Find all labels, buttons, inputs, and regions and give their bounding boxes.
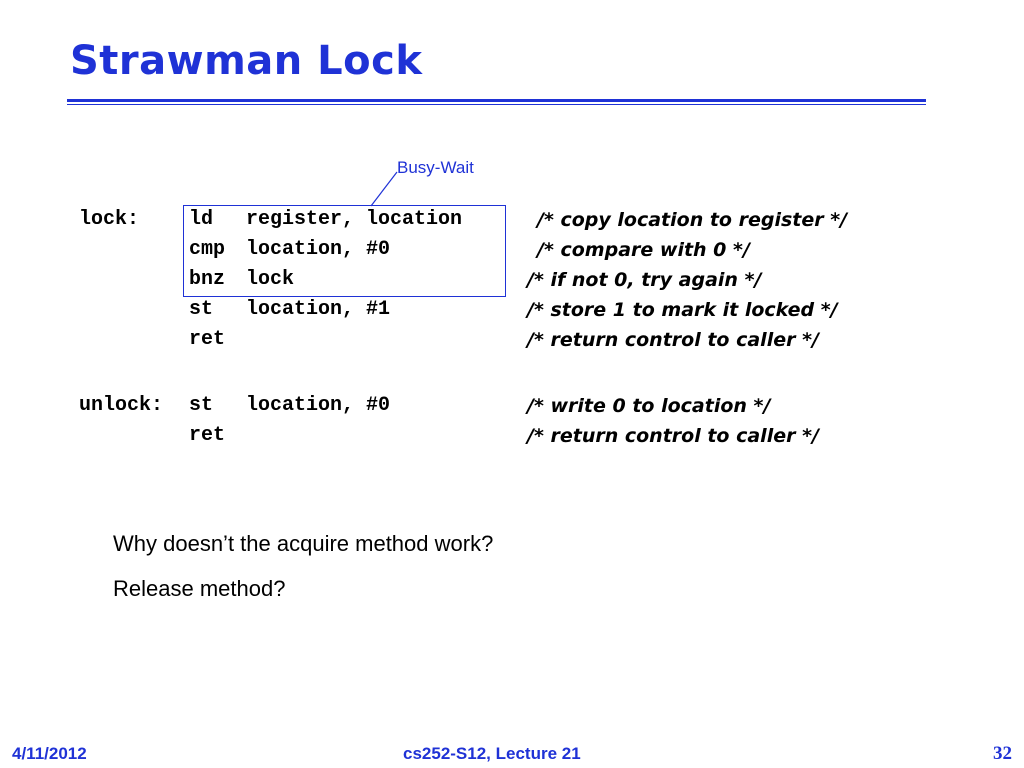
code-label: lock:	[79, 208, 140, 231]
question-release: Release method?	[113, 576, 286, 601]
code-opcode: bnz	[189, 268, 226, 291]
code-opcode: ld	[189, 208, 214, 231]
code-comment: /* return control to caller */	[527, 425, 819, 447]
code-operands: lock	[246, 268, 295, 291]
code-comment: /* if not 0, try again */	[527, 269, 762, 291]
footer-page-number: 32	[993, 743, 1012, 764]
code-comment: /* store 1 to mark it locked */	[527, 299, 838, 321]
code-comment: /* write 0 to location */	[527, 395, 771, 417]
code-operands: register, location	[246, 208, 463, 231]
code-operands: location, #1	[246, 298, 391, 321]
question-acquire: Why doesn’t the acquire method work?	[113, 531, 494, 556]
code-label: unlock:	[79, 394, 164, 417]
code-comment: /* compare with 0 */	[537, 239, 750, 261]
code-operands: location, #0	[246, 394, 391, 417]
code-opcode: st	[189, 298, 214, 321]
footer-course: cs252-S12, Lecture 21	[403, 744, 581, 763]
code-opcode: ret	[189, 424, 226, 447]
code-comment: /* copy location to register */	[537, 209, 848, 231]
code-operands: location, #0	[246, 238, 391, 261]
slide-title: Strawman Lock	[70, 38, 423, 84]
footer-date: 4/11/2012	[12, 744, 87, 763]
code-opcode: st	[189, 394, 214, 417]
code-opcode: ret	[189, 328, 226, 351]
code-opcode: cmp	[189, 238, 226, 261]
code-comment: /* return control to caller */	[527, 329, 819, 351]
busy-wait-callout-label: Busy-Wait	[397, 158, 474, 177]
